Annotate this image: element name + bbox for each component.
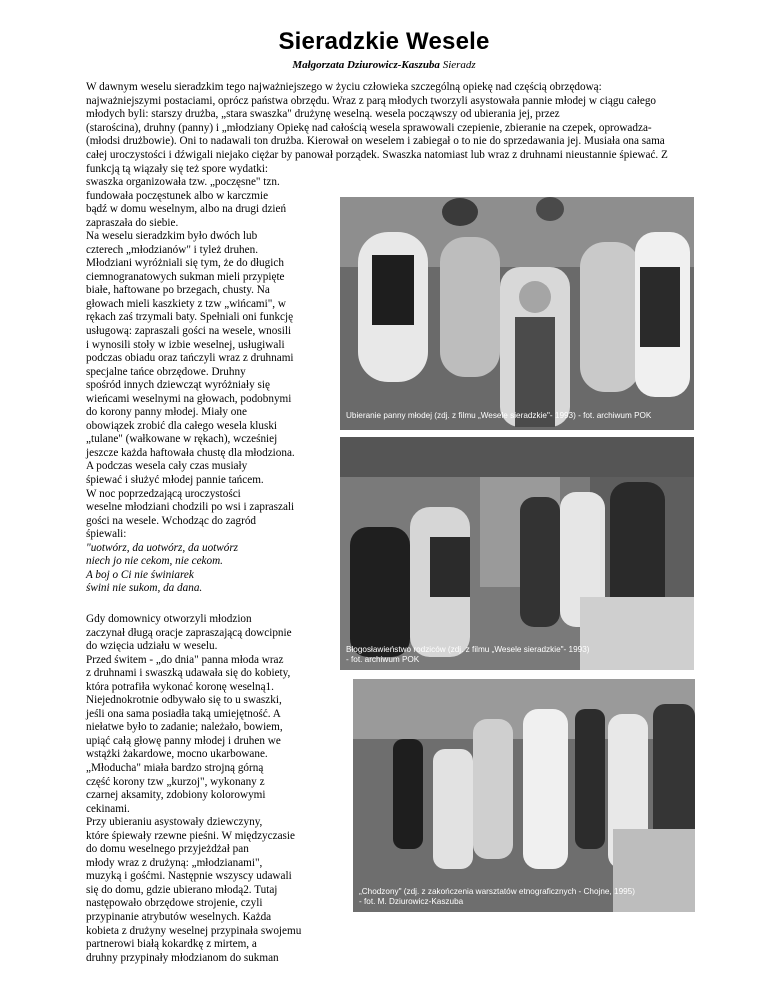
text-line: weselne młodziani chodzili po wsi i zapraszali bbox=[86, 501, 295, 514]
text-line: Gdy domownicy otworzyli młodzion bbox=[86, 612, 252, 625]
text-line: Młodziani wyróżniali się tym, że do długich bbox=[86, 257, 284, 270]
text-line: rękach zaś trzymali baty. Spełniali oni funkcję bbox=[86, 311, 294, 324]
text-line: gości na wesele. Wchodząc do zagród bbox=[86, 514, 257, 527]
photo-parents-blessing bbox=[340, 437, 694, 670]
intro-line: W dawnym weselu sieradzkim tego najważniejszego w życiu człowieka szczególną opiekę nad częścią obrzędową: bbox=[86, 81, 602, 93]
text-line: białe, haftowane po brzegach, chusty. Na bbox=[86, 284, 270, 297]
intro-line: (młodsi drużbowie). Oni to nadawali ton drużba. Kierował on weselem i zabiegał o to nie do sprzedawania jej. Musiała ona sama bbox=[86, 135, 665, 148]
text-line: druhny przypinały młodzianom do sukman bbox=[86, 951, 279, 964]
photo-bride-dressing bbox=[340, 197, 694, 430]
text-line: wstążki żakardowe, mocno ukarbowane. bbox=[86, 748, 268, 761]
caption-line: „Chodzony" (zdj. z zakończenia warsztatów etnograficznych - Chojne, 1995) bbox=[359, 887, 635, 896]
intro-line: funkcją tą wiązały się też spore wydatki: bbox=[86, 162, 269, 175]
text-line: czarnej aksamity, zdobiony kolorowymi bbox=[86, 789, 266, 802]
text-line: Na weselu sieradzkim było dwóch lub bbox=[86, 230, 258, 243]
text-line: usługową: zapraszali gości na wesele, wnosili bbox=[86, 325, 292, 338]
text-line: podczas obiadu oraz tańczyli wraz z druhnami bbox=[86, 352, 294, 365]
text-line: do domu weselnego przyjeżdżał pan bbox=[86, 843, 249, 856]
text-line: zapraszała do siebie. bbox=[86, 216, 179, 229]
author-name: Małgorzata Dziurowicz-Kaszuba bbox=[292, 59, 440, 71]
text-line: się do domu, gdzie ubierano młodą2. Tutaj bbox=[86, 883, 278, 896]
text-column bbox=[86, 176, 346, 965]
caption-line: Błogosławieństwo rodziców (zdj. z filmu „Wesele sieradzkie"- 1993) bbox=[346, 645, 590, 654]
text-line: śpiewali: bbox=[86, 528, 127, 541]
text-line: czterech „młodzianów" i tyleż druhen. bbox=[86, 243, 258, 256]
intro-paragraph bbox=[86, 81, 696, 176]
text-line: upiąć całą głowę panny młodej i druhen we bbox=[86, 734, 281, 747]
text-line: muzyką i gośćmi. Następnie wszyscy udawali bbox=[86, 870, 292, 883]
text-line: partnerowi białą kokardkę z mirtem, a bbox=[86, 938, 257, 951]
song-line: A boj o Ci nie świniarek bbox=[86, 568, 194, 581]
text-line: młody wraz z drużyną: „młodzianami", bbox=[86, 856, 263, 869]
intro-line: (starościna), druhny (panny) i „młodziany Opiekę nad całością wesela sprawowali czepienie, zbieranie na czepek, oprowadza- bbox=[86, 121, 652, 134]
text-line: Niejednokrotnie odbywało się to u swaszki, bbox=[86, 694, 282, 707]
caption-line: - fot. M. Dziurowicz-Kaszuba bbox=[359, 897, 464, 906]
text-line: z druhnami i swaszką udawała się do kobiety, bbox=[86, 667, 291, 680]
intro-line: całej uroczystości i dźwigali niejako ciężar by panował porządek. Swaszka natomiast lub wraz z druhnami nieustannie śpiewać. Z bbox=[86, 148, 668, 161]
text-line: swaszka organizowała tzw. „poczęsne" tzn. bbox=[86, 176, 280, 188]
text-line: A podczas wesela cały czas musiały bbox=[86, 460, 248, 473]
photo-caption bbox=[346, 645, 589, 665]
text-line: do wzięcia udziału w weselu. bbox=[86, 640, 218, 653]
photo-chodzony-dance bbox=[353, 679, 695, 912]
text-line: które śpiewały rzewne pieśni. W międzyczasie bbox=[86, 829, 295, 842]
intro-line: najważniejszymi postaciami, oprócz państwa obrzędu. Wraz z parą młodych tworzyli asystowała pannie młodej w ciągu całego bbox=[86, 94, 657, 107]
text-line: głowach mieli kaszkiety z tzw „wińcami", w bbox=[86, 297, 286, 310]
text-line: spośród innych dziewcząt wyróżniały się bbox=[86, 379, 270, 392]
text-line: jeśli ona sama posiadła taką umiejętność. A bbox=[86, 707, 281, 720]
text-line: Przed świtem - „do dnia" panna młoda wraz bbox=[86, 653, 284, 666]
text-line: do korony panny młodej. Miały one bbox=[86, 406, 247, 419]
song-line: świni nie sukom, da dana. bbox=[86, 582, 203, 595]
text-line: wieńcami weselnymi na głowach, podobnymi bbox=[86, 392, 292, 405]
text-line: jeszcze każda haftowała chustę dla młodziona. bbox=[86, 446, 295, 459]
text-line: specjalne tańce obrzędowe. Druhny bbox=[86, 365, 246, 378]
text-line: obowiązek zrobić dla całego wesela kluski bbox=[86, 419, 278, 432]
text-line: W noc poprzedzającą uroczystości bbox=[86, 487, 241, 500]
text-line: i wynosili stoły w izbie weselnej, usługiwali bbox=[86, 338, 285, 351]
caption-line: Ubieranie panny młodej (zdj. z filmu „Wesele sieradzkie"- 1993) - fot. archiwum POK bbox=[346, 411, 652, 420]
text-line: kobieta z drużyny weselnej przypinała swojemu bbox=[86, 924, 302, 937]
author-place: Sieradz bbox=[442, 59, 476, 71]
text-line: cekinami. bbox=[86, 802, 130, 815]
song-line: niech jo nie cekom, nie cekom. bbox=[86, 555, 223, 568]
text-line: śpiewać i służyć młodej pannie tańcem. bbox=[86, 474, 264, 487]
text-line: bądź w domu weselnym, albo na drugi dzień bbox=[86, 203, 287, 216]
song-line: "uotwórz, da uotwórz, da uotwórz bbox=[86, 541, 239, 554]
byline bbox=[0, 59, 768, 71]
photo-caption bbox=[359, 887, 635, 907]
photo-chodzony-dance-image bbox=[353, 679, 695, 912]
page-title: Sieradzkie Wesele bbox=[278, 28, 490, 55]
text-line: zaczynał długą oracje zapraszającą dowcipnie bbox=[86, 626, 292, 639]
text-line: „tulane" (wałkowane w rękach), wcześniej bbox=[86, 433, 278, 446]
intro-line: młodych byli: starszy drużba, „stara swaszka" drużynę weselną. wesela począwszy od ubierania jej, przez bbox=[86, 108, 560, 121]
text-line: Przy ubieraniu asystowały dziewczyny, bbox=[86, 816, 263, 829]
caption-line: - fot. archiwum POK bbox=[346, 655, 420, 664]
text-line: niełatwe było to zadanie; należało, bowiem, bbox=[86, 721, 283, 734]
text-line: „Młoducha" miała bardzo strojną górną bbox=[86, 761, 264, 774]
photo-parents-blessing-image bbox=[340, 437, 694, 670]
text-line: przypinanie atrybutów weselnych. Każda bbox=[86, 910, 272, 923]
text-line: część korony tzw „kurzoj", wykonany z bbox=[86, 775, 265, 788]
photo-bride-dressing-image bbox=[340, 197, 694, 430]
text-line: fundowała poczęstunek albo w karczmie bbox=[86, 189, 269, 202]
text-line: która potrafiła wykonać koronę weselną1. bbox=[86, 680, 274, 693]
text-line: ciemnogranatowych sukman mieli przypięte bbox=[86, 270, 285, 283]
text-line: następowało obrzędowe strojenie, czyli bbox=[86, 897, 263, 910]
photo-caption bbox=[346, 411, 651, 421]
